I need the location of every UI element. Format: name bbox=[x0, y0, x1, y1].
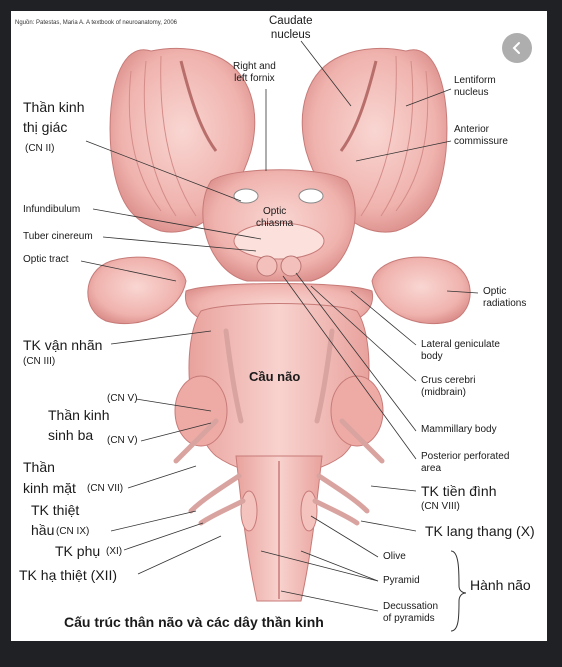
label-infundibulum: Infundibulum bbox=[23, 204, 81, 215]
label-hypoglossal: TK hạ thiệt (XII) bbox=[19, 567, 118, 583]
label-vestibular: TK tiền đình bbox=[421, 483, 497, 499]
label-trigeminal: Thần kinh sinh ba bbox=[48, 407, 110, 443]
label-optic-radiations: Optic radiations bbox=[483, 286, 527, 309]
diagram-canvas bbox=[11, 11, 547, 641]
label-glosso-line2: hầu bbox=[31, 522, 55, 538]
label-tuber-cinereum: Tuber cinereum bbox=[23, 231, 93, 242]
label-trigeminal-cn-top: (CN V) bbox=[107, 393, 138, 404]
label-optic-nerve-cn: (CN II) bbox=[25, 143, 55, 154]
caption: Cấu trúc thân não và các dây thần kinh bbox=[64, 614, 324, 630]
label-facial-line1: Thần bbox=[23, 459, 55, 475]
label-optic-tract: Optic tract bbox=[23, 254, 69, 265]
label-lateral-geniculate: Lateral geniculate body bbox=[421, 339, 500, 362]
label-glosso-cn: (CN IX) bbox=[56, 526, 90, 537]
label-caudate: Caudate nucleus bbox=[269, 15, 313, 41]
label-pons: Cầu não bbox=[249, 369, 301, 384]
label-glosso-line1: TK thiệt bbox=[31, 502, 80, 518]
label-crus-cerebri: Crus cerebri (midbrain) bbox=[421, 375, 476, 398]
label-vestibular-cn: (CN VIII) bbox=[421, 501, 460, 512]
chevron-left-icon bbox=[510, 41, 524, 55]
label-facial-line2: kinh mặt bbox=[23, 480, 76, 496]
label-pyramid: Pyramid bbox=[383, 575, 420, 586]
label-facial-cn: (CN VII) bbox=[87, 483, 124, 494]
label-medulla: Hành não bbox=[470, 577, 531, 593]
label-vagus: TK lang thang (X) bbox=[425, 523, 535, 539]
label-oculomotor-cn: (CN III) bbox=[23, 356, 56, 367]
label-lentiform: Lentiform nucleus bbox=[454, 75, 496, 98]
label-anterior-commissure: Anterior commissure bbox=[454, 124, 508, 147]
label-trigeminal-cn-bottom: (CN V) bbox=[107, 435, 138, 446]
label-fornix: Right and left fornix bbox=[233, 61, 276, 84]
label-accessory-cn: (XI) bbox=[106, 546, 123, 557]
label-decussation: Decussation of pyramids bbox=[383, 601, 439, 624]
label-oculomotor: TK vận nhãn bbox=[23, 337, 103, 353]
right-temporal bbox=[372, 257, 470, 324]
left-temporal bbox=[88, 257, 186, 324]
label-mammillary: Mammillary body bbox=[421, 424, 497, 435]
label-optic-nerve: Thần kinh thị giác bbox=[23, 99, 85, 135]
back-button[interactable] bbox=[502, 33, 532, 63]
label-olive: Olive bbox=[383, 551, 406, 562]
label-posterior-perforated: Posterior perforated area bbox=[421, 451, 510, 474]
label-optic-chiasma: Optic chiasma bbox=[256, 206, 294, 229]
label-accessory: TK phụ bbox=[55, 543, 101, 559]
medulla-brace bbox=[451, 551, 466, 631]
source-note: Nguồn: Patestas, Maria A. A textbook of neuroanatomy, 2006 bbox=[15, 20, 177, 26]
